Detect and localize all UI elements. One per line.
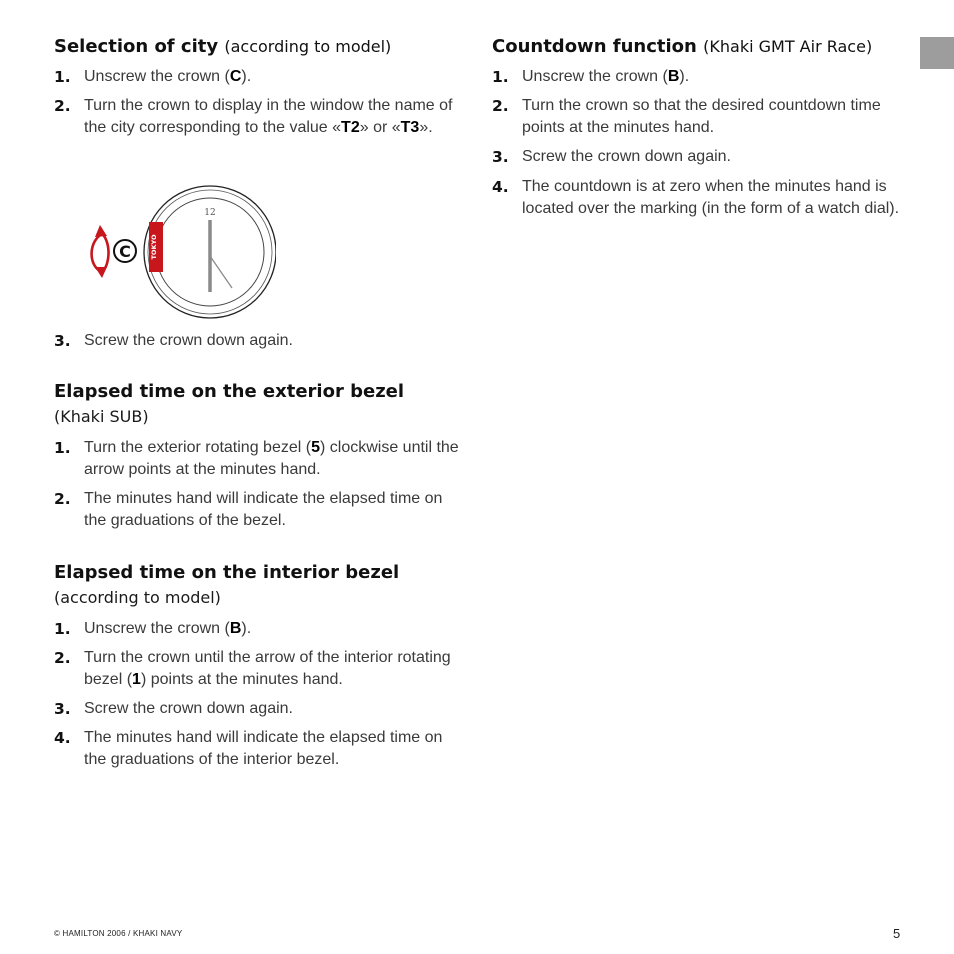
step-text: The minutes hand will indicate the elapsed time on the graduations of the interior bezel. (84, 729, 443, 768)
city-window-text: TOKYO (150, 234, 158, 260)
step-text-part: ) points at the minutes hand. (140, 671, 343, 688)
bezel-number: 5 (311, 439, 320, 456)
city-title: Selection of city (54, 36, 219, 57)
step-number: 1. (54, 439, 71, 457)
crown-letter-label: C (119, 242, 131, 261)
step-text (84, 618, 464, 640)
step-text-part: Turn the crown to display in the window the name of the city corresponding to the value « (84, 97, 453, 136)
exterior-subtitle: (Khaki SUB) (54, 407, 149, 426)
countdown-heading (492, 36, 872, 58)
exterior-step-2 (54, 488, 464, 532)
value-t3: T3 (400, 119, 420, 136)
city-heading (54, 36, 391, 58)
watch-diagram (84, 184, 276, 320)
countdown-step-1 (492, 66, 902, 88)
step-number: 1. (492, 68, 509, 86)
footer-copyright: © HAMILTON 2006 / KHAKI NAVY (54, 929, 183, 938)
city-step-1 (54, 66, 464, 88)
step-number: 4. (54, 729, 71, 747)
countdown-subtitle: (Khaki GMT Air Race) (703, 37, 873, 56)
step-text-part: ). (241, 68, 252, 85)
bezel-number: 1 (132, 671, 141, 688)
countdown-step-3 (492, 146, 902, 168)
interior-step-1 (54, 618, 464, 640)
step-number: 3. (492, 148, 509, 166)
step-number: 4. (492, 178, 509, 196)
crown-letter: B (667, 68, 680, 85)
step-text-part: Turn the exterior rotating bezel ( (84, 439, 312, 456)
city-step-3 (54, 330, 464, 352)
crown-rotation-figure (84, 184, 276, 320)
interior-heading: Elapsed time on the interior bezel (54, 562, 400, 583)
step-text-part: ». (419, 119, 433, 136)
step-text: Screw the crown down again. (84, 700, 293, 717)
exterior-heading: Elapsed time on the exterior bezel (54, 381, 405, 402)
step-text (84, 647, 464, 691)
step-number: 3. (54, 332, 71, 350)
interior-step-3 (54, 698, 464, 720)
exterior-step-1 (54, 437, 464, 481)
crown-c-label-icon (114, 240, 136, 262)
step-text: The countdown is at zero when the minutes hand is located over the marking (in the form of a watch dial). (522, 178, 900, 217)
city-step-2 (54, 95, 464, 139)
city-subtitle: (according to model) (224, 37, 392, 56)
step-text-part: Unscrew the crown ( (84, 620, 230, 637)
crown-letter: C (229, 68, 242, 85)
step-number: 2. (492, 97, 509, 115)
interior-subtitle: (according to model) (54, 588, 221, 607)
step-text (522, 66, 902, 88)
interior-step-4 (54, 727, 464, 771)
step-text-part: » or « (359, 119, 401, 136)
step-text: The minutes hand will indicate the elapsed time on the graduations of the bezel. (84, 490, 443, 529)
step-text-part: Unscrew the crown ( (522, 68, 668, 85)
countdown-step-2 (492, 95, 902, 139)
interior-step-2 (54, 647, 464, 691)
step-number: 3. (54, 700, 71, 718)
step-number: 2. (54, 490, 71, 508)
step-text (84, 437, 464, 481)
page-number: 5 (893, 926, 901, 941)
step-number: 1. (54, 620, 71, 638)
crown-letter: B (229, 620, 242, 637)
step-text-part: ). (241, 620, 252, 637)
step-number: 2. (54, 649, 71, 667)
dial-12-mark: 12 (204, 208, 216, 218)
step-number: 2. (54, 97, 71, 115)
step-text: Screw the crown down again. (84, 332, 293, 349)
step-text-part: ) clockwise until the arrow points at the minutes hand. (84, 439, 459, 478)
step-number: 1. (54, 68, 71, 86)
step-text (84, 95, 464, 139)
watch-dial (144, 186, 276, 318)
countdown-step-4 (492, 176, 902, 220)
step-text-part: Turn the crown until the arrow of the interior rotating bezel ( (84, 649, 451, 688)
countdown-title: Countdown function (492, 36, 697, 57)
language-tab-marker (920, 37, 954, 69)
step-text: Turn the crown so that the desired countdown time points at the minutes hand. (522, 97, 881, 136)
step-text-part: Unscrew the crown ( (84, 68, 230, 85)
step-text-part: ). (679, 68, 690, 85)
value-t2: T2 (341, 119, 360, 136)
step-text (84, 66, 464, 88)
step-text: Screw the crown down again. (522, 148, 731, 165)
rotation-arrow-icon (92, 225, 109, 278)
